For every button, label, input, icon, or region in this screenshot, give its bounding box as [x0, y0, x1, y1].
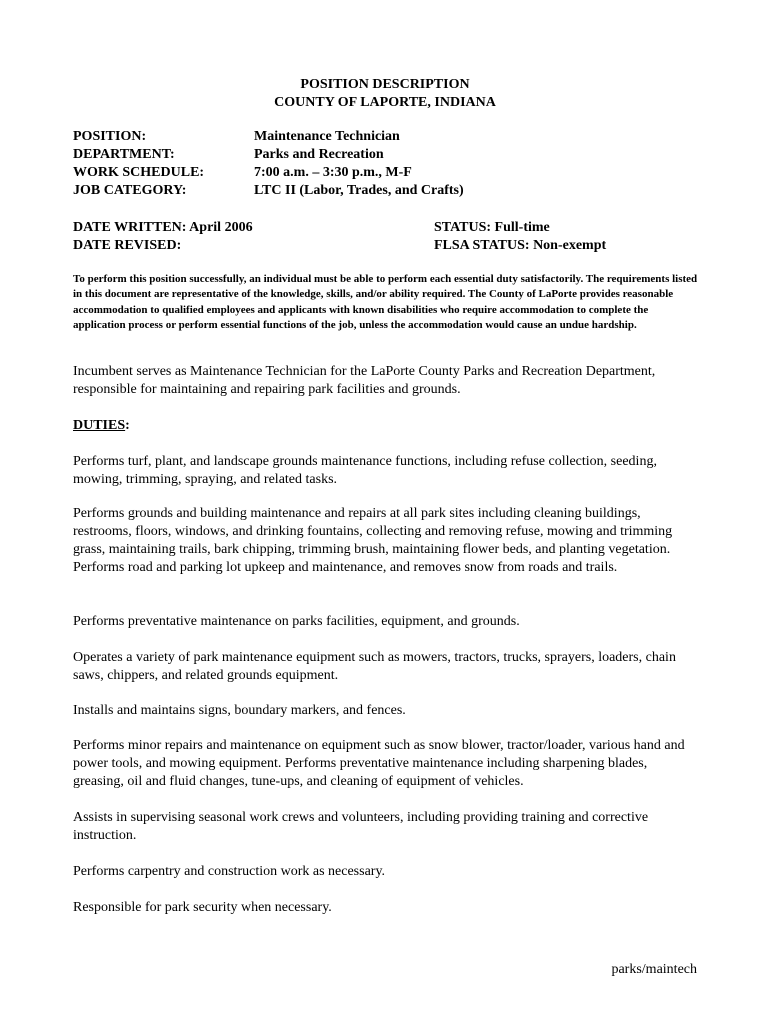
field-work-schedule: [73, 164, 464, 182]
accommodation-disclaimer: To perform this position successfully, an individual must be able to perform each essential duty satisfactorily. The requirements listed in this document are representative of the knowledge, skills, and/or ability required. The County of LaPorte provides reasonable accommodation to qualified employees and applicants with known disabilities who require accommodation to complete the application process or perform essential functions of the job, unless the accommodation would cause an undue hardship.: [73, 273, 698, 331]
duty-item: Assists in supervising seasonal work crews and volunteers, including providing training and corrective instruction.: [73, 810, 649, 843]
field-value: LTC II (Labor, Trades, and Crafts): [254, 183, 464, 198]
duty-item: Performs minor repairs and maintenance on equipment such as snow blower, tractor/loader, various hand and power tools, and mowing equipment. Performs preventative maintenance including sharpening blades, greasing, oil and fluid changes, tune-ups, and cleaning of equipment of vehicles.: [73, 738, 685, 789]
date-info: [73, 219, 253, 255]
duty-item: Performs grounds and building maintenance and repairs at all park sites including cleaning buildings, restrooms, floors, windows, and drinking fountains, collecting and removing refuse, mowing and trimming grass, maintaining trails, bark chipping, trimming brush, maintaining flower beds, and planting vegetation. Performs road and parking lot upkeep and maintenance, and removes snow from roads and trails.: [73, 506, 673, 575]
field-job-category: [73, 182, 464, 200]
duties-heading-text: DUTIES: [73, 418, 126, 433]
field-value: 7:00 a.m. – 3:30 p.m., M-F: [254, 165, 412, 180]
date-revised: DATE REVISED:: [73, 238, 182, 253]
header-county: COUNTY OF LAPORTE, INDIANA: [274, 95, 496, 110]
field-value: Maintenance Technician: [254, 129, 400, 144]
header-title: POSITION DESCRIPTION: [300, 77, 470, 92]
employment-status: STATUS: Full-time: [434, 220, 550, 235]
date-written: DATE WRITTEN: April 2006: [73, 220, 253, 235]
duties-heading-colon: :: [125, 418, 130, 433]
position-fields: [73, 128, 464, 200]
duties-heading: [73, 417, 130, 435]
duty-item: Operates a variety of park maintenance equipment such as mowers, tractors, trucks, sprayers, loaders, chain saws, chippers, and related grounds equipment.: [73, 650, 676, 683]
field-value: Parks and Recreation: [254, 147, 384, 162]
status-info: [434, 219, 606, 255]
position-summary: Incumbent serves as Maintenance Technician for the LaPorte County Parks and Recreation Department, responsible for maintaining and repairing park facilities and grounds.: [73, 364, 656, 397]
footer-file-code: parks/maintech: [611, 962, 697, 977]
field-label: DEPARTMENT:: [73, 147, 175, 162]
duty-item: Performs turf, plant, and landscape grounds maintenance functions, including refuse collection, seeding, mowing, trimming, spraying, and related tasks.: [73, 454, 657, 487]
field-label: WORK SCHEDULE:: [73, 165, 205, 180]
duty-item: Performs carpentry and construction work as necessary.: [73, 864, 386, 879]
duty-item: Responsible for park security when necessary.: [73, 900, 332, 915]
duty-item: Installs and maintains signs, boundary markers, and fences.: [73, 703, 406, 718]
flsa-status: FLSA STATUS: Non-exempt: [434, 238, 607, 253]
document-header: [0, 76, 770, 112]
field-label: JOB CATEGORY:: [73, 183, 187, 198]
field-department: [73, 146, 464, 164]
field-position: [73, 128, 464, 146]
duty-item: Performs preventative maintenance on parks facilities, equipment, and grounds.: [73, 614, 520, 629]
field-label: POSITION:: [73, 129, 147, 144]
